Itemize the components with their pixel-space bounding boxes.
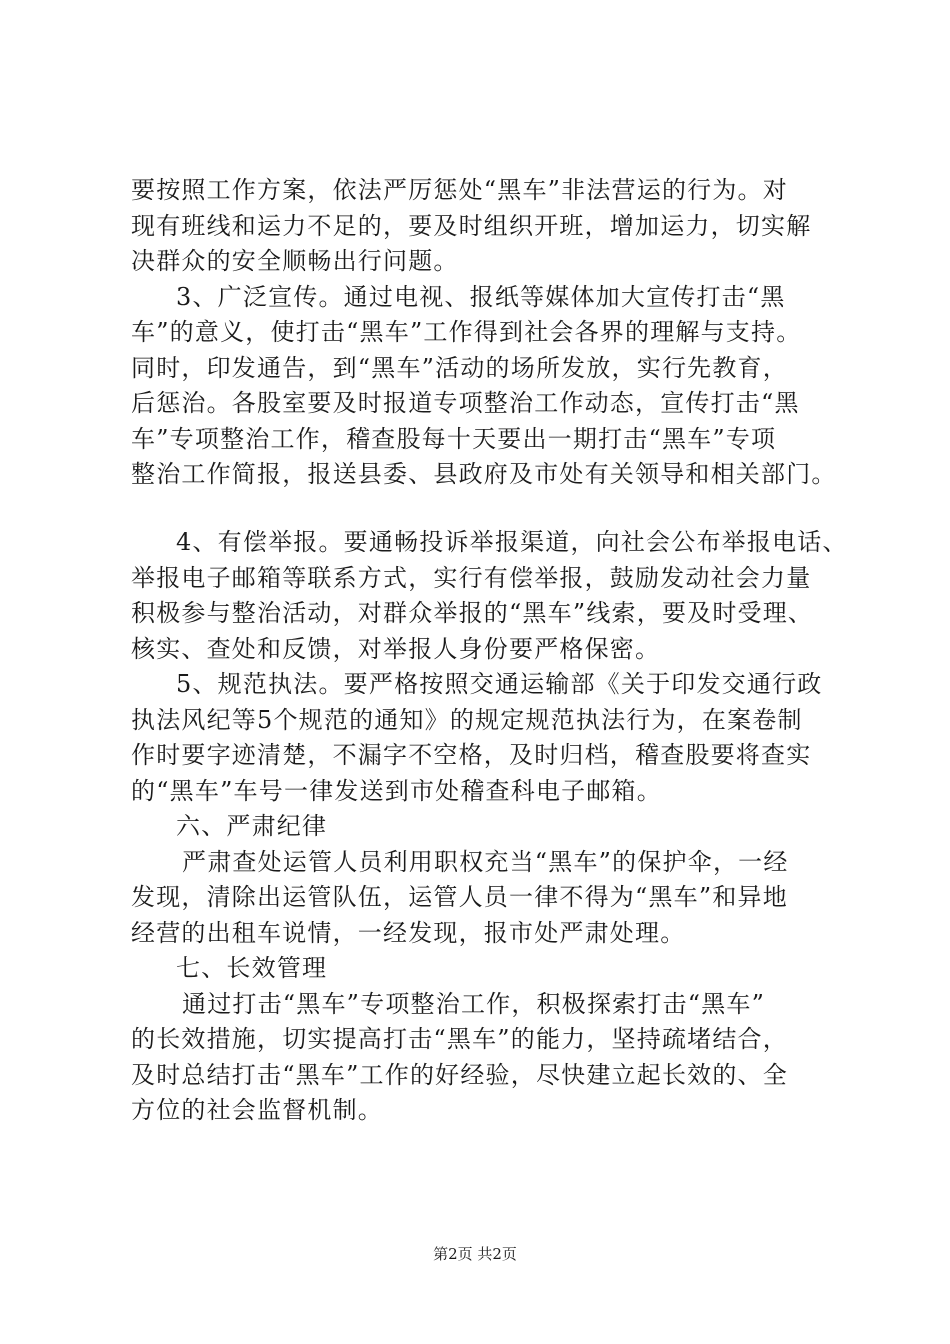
paragraph-line: 经营的出租车说情，一经发现，报市处严肃处理。: [131, 919, 686, 947]
paragraph-line: 5、规范执法。要严格按照交通运输部《关于印发交通行政: [176, 670, 823, 698]
paragraph-line: 后惩治。各股室要及时报道专项整治工作动态，宣传打击“黑: [131, 389, 800, 417]
paragraph-line: 通过打击“黑车”专项整治工作，积极探索打击“黑车”: [182, 990, 766, 1018]
paragraph-line: 要按照工作方案，依法严厉惩处“黑车”非法营运的行为。对: [131, 176, 788, 204]
paragraph-line: 3、广泛宣传。通过电视、报纸等媒体加大宣传打击“黑: [176, 283, 786, 311]
paragraph-line: 车”专项整治工作，稽查股每十天要出一期打击“黑车”专项: [131, 425, 777, 453]
paragraph-line: 车”的意义，使打击“黑车”工作得到社会各界的理解与支持。: [131, 318, 802, 346]
page-number-footer: 第2页 共2页: [433, 1245, 517, 1263]
paragraph-line: 决群众的安全顺畅出行问题。: [131, 247, 459, 275]
paragraph-line: 发现，清除出运管队伍，运管人员一律不得为“黑车”和异地: [131, 883, 788, 911]
paragraph-line: 严肃查处运管人员利用职权充当“黑车”的保护伞，一经: [182, 848, 789, 876]
paragraph-line: 整治工作简报，报送县委、县政府及市处有关领导和相关部门。: [131, 460, 837, 488]
paragraph-line: 4、有偿举报。要通畅投诉举报渠道，向社会公布举报电话、: [176, 528, 848, 556]
section-heading: 七、长效管理: [176, 954, 328, 982]
paragraph-line: 积极参与整治活动，对群众举报的“黑车”线索，要及时受理、: [131, 599, 814, 627]
paragraph-line: 作时要字迹清楚，不漏字不空格，及时归档，稽查股要将查实: [131, 741, 812, 769]
paragraph-line: 的“黑车”车号一律发送到市处稽查科电子邮箱。: [131, 777, 662, 805]
paragraph-line: 的长效措施，切实提高打击“黑车”的能力，坚持疏堵结合，: [131, 1025, 788, 1053]
paragraph-line: 现有班线和运力不足的，要及时组织开班，增加运力，切实解: [131, 212, 812, 240]
paragraph-line: 同时，印发通告，到“黑车”活动的场所发放，实行先教育，: [131, 354, 788, 382]
paragraph-line: 执法风纪等5个规范的通知》的规定规范执法行为，在案卷制: [131, 706, 803, 734]
paragraph-line: 举报电子邮箱等联系方式，实行有偿举报，鼓励发动社会力量: [131, 564, 812, 592]
paragraph-line: 及时总结打击“黑车”工作的好经验，尽快建立起长效的、全: [131, 1061, 788, 1089]
paragraph-line: 方位的社会监督机制。: [131, 1096, 383, 1124]
paragraph-line: 核实、查处和反馈，对举报人身份要严格保密。: [131, 635, 661, 663]
section-heading: 六、严肃纪律: [176, 812, 328, 840]
